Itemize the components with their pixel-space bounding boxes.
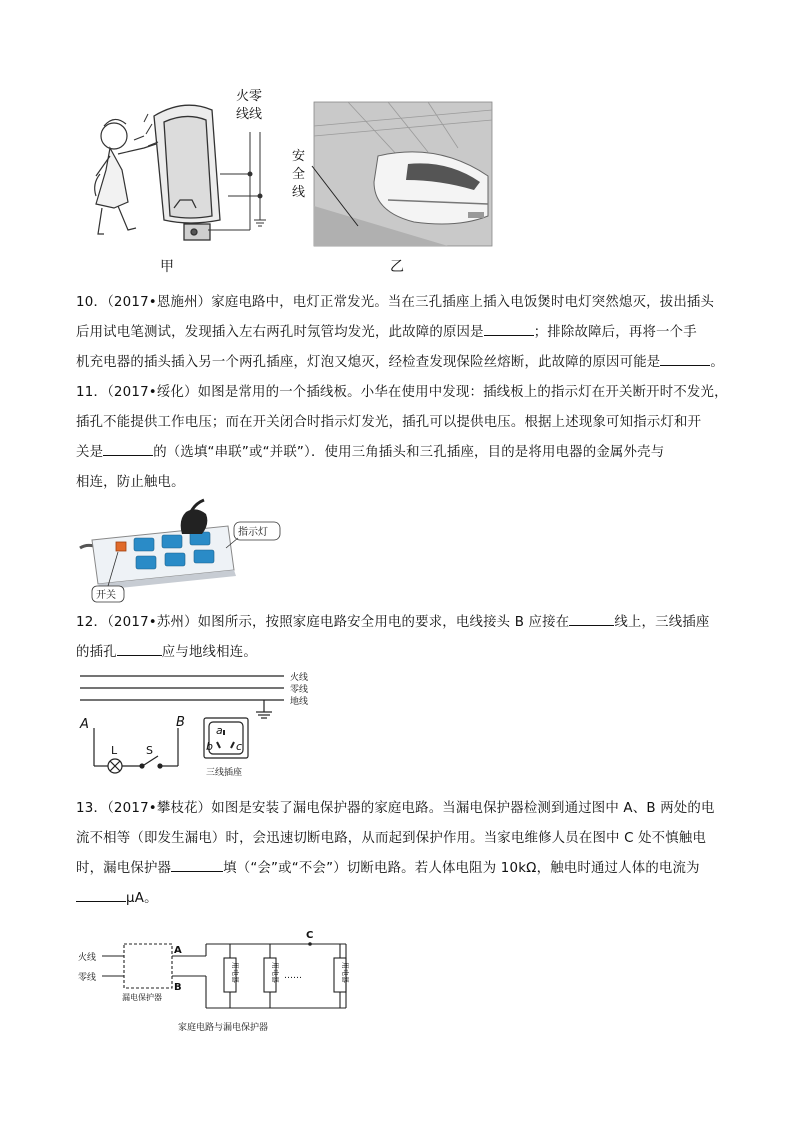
figure-q12-circuit	[78, 668, 328, 786]
label-q13-dots: ……	[284, 971, 302, 981]
figure-yi-train-platform	[288, 96, 498, 252]
label-indicator-light: 指示灯	[238, 527, 268, 538]
plug-illustration	[181, 500, 208, 534]
label-an: 安	[292, 149, 306, 164]
label-q13-neutral: 零线	[78, 973, 97, 983]
strip-switch	[116, 542, 126, 551]
label-q13-protector: 漏电保护器	[122, 993, 162, 1002]
q12-line2: 的插孔 应与地线相连。	[76, 638, 726, 668]
q13-line1: 13．（2017•攀枝花）如图是安装了漏电保护器的家庭电路。当漏电保护器检测到通过图中 A、B 两处的电	[76, 801, 715, 816]
q10-line3: 机充电器的插头插入另一个两孔插座，灯泡又熄灭，经检查发现保险丝熔断，此故障的原因可能是 。	[76, 348, 726, 378]
figure-power-strip	[78, 498, 290, 604]
question-13	[76, 794, 726, 914]
label-xian: 线	[292, 185, 306, 200]
label-q13-live: 火线	[78, 953, 97, 963]
q11-line1: 11．（2017•绥化）如图是常用的一个插线板。小华在使用中发现：插线板上的指示灯在开关断开时不发光，	[76, 385, 728, 400]
q13-line4: μA。	[76, 884, 726, 914]
leakage-protector-box	[124, 944, 172, 988]
label-q12-S: S	[146, 744, 153, 757]
q10-blank-1[interactable]	[484, 321, 534, 336]
label-switch: 开关	[96, 590, 116, 601]
label-q12-c: c	[236, 740, 243, 753]
q12-blank-2[interactable]	[117, 641, 162, 656]
label-q13-A: A	[174, 945, 182, 956]
q10-blank-2[interactable]	[660, 351, 710, 366]
label-q12-b: b	[206, 740, 213, 753]
q13-blank-1[interactable]	[171, 857, 223, 872]
label-q12-L: L	[111, 744, 118, 757]
label-q13-B: B	[174, 982, 182, 993]
q13-blank-2[interactable]	[76, 887, 126, 902]
q10-line1: 10．（2017•恩施州）家庭电路中，电灯正常发光。当在三孔插座上插入电饭煲时电灯突然熄灭，拔出插头	[76, 295, 715, 310]
label-xian-xian: 线线	[236, 107, 263, 122]
q11-line4: 相连，防止触电。	[76, 475, 185, 490]
label-q12-neutral: 零线	[290, 685, 309, 695]
label-q12-socket: 三线插座	[206, 768, 243, 778]
label-huo-ling: 火零	[236, 89, 263, 104]
label-q12-A: A	[80, 717, 89, 732]
q12-line1: 12．（2017•苏州）如图所示，按照家庭电路安全用电的要求，电线接头 B 应接在 线上，三线插座	[76, 608, 726, 638]
caption-yi: 乙	[390, 259, 404, 275]
appliance-1-label: 用电器	[231, 962, 239, 983]
label-q12-ground: 地线	[290, 697, 309, 707]
question-12	[76, 608, 726, 668]
appliance-illustration	[154, 105, 220, 240]
label-q12-live: 火线	[290, 673, 309, 683]
figure-jia-electric-shock	[74, 84, 284, 254]
q13-line2: 流不相等（即发生漏电）时，会迅速切断电路，从而起到保护作用。当家电维修人员在图中 C 处不慎触电	[76, 831, 707, 846]
q11-line3: 关是 的（选填“串联”或“并联”）．使用三角插头和三孔插座，目的是将用电器的金属外壳与	[76, 438, 726, 468]
appliance-2-label: 用电器	[271, 962, 279, 983]
q13-line3: 时，漏电保护器 填（“会”或“不会”）切断电路。若人体电阻为 10kΩ，触电时通过人体的电流为	[76, 854, 726, 884]
q12-blank-1[interactable]	[569, 611, 614, 626]
question-11	[76, 378, 726, 498]
caption-jia: 甲	[160, 259, 174, 275]
question-10	[76, 288, 726, 378]
label-q13-caption: 家庭电路与漏电保护器	[178, 1023, 269, 1033]
label-q12-a: a	[216, 724, 223, 737]
label-q13-C: C	[306, 930, 314, 941]
label-quan: 全	[292, 167, 306, 182]
label-q12-B: B	[176, 715, 185, 730]
figure-q13-leakage-protector	[74, 924, 364, 1038]
person-illustration	[95, 119, 156, 234]
q10-line2: 后用试电笔测试，发现插入左右两孔时氖管均发光，此故障的原因是 ；排除故障后，再将一个手	[76, 318, 726, 348]
q11-line2: 插孔不能提供工作电压；而在开关闭合时指示灯发光，插孔可以提供电压。根据上述现象可知指示灯和开	[76, 415, 702, 430]
appliance-3-label: 用电器	[341, 962, 349, 983]
q11-blank-1[interactable]	[103, 441, 153, 456]
